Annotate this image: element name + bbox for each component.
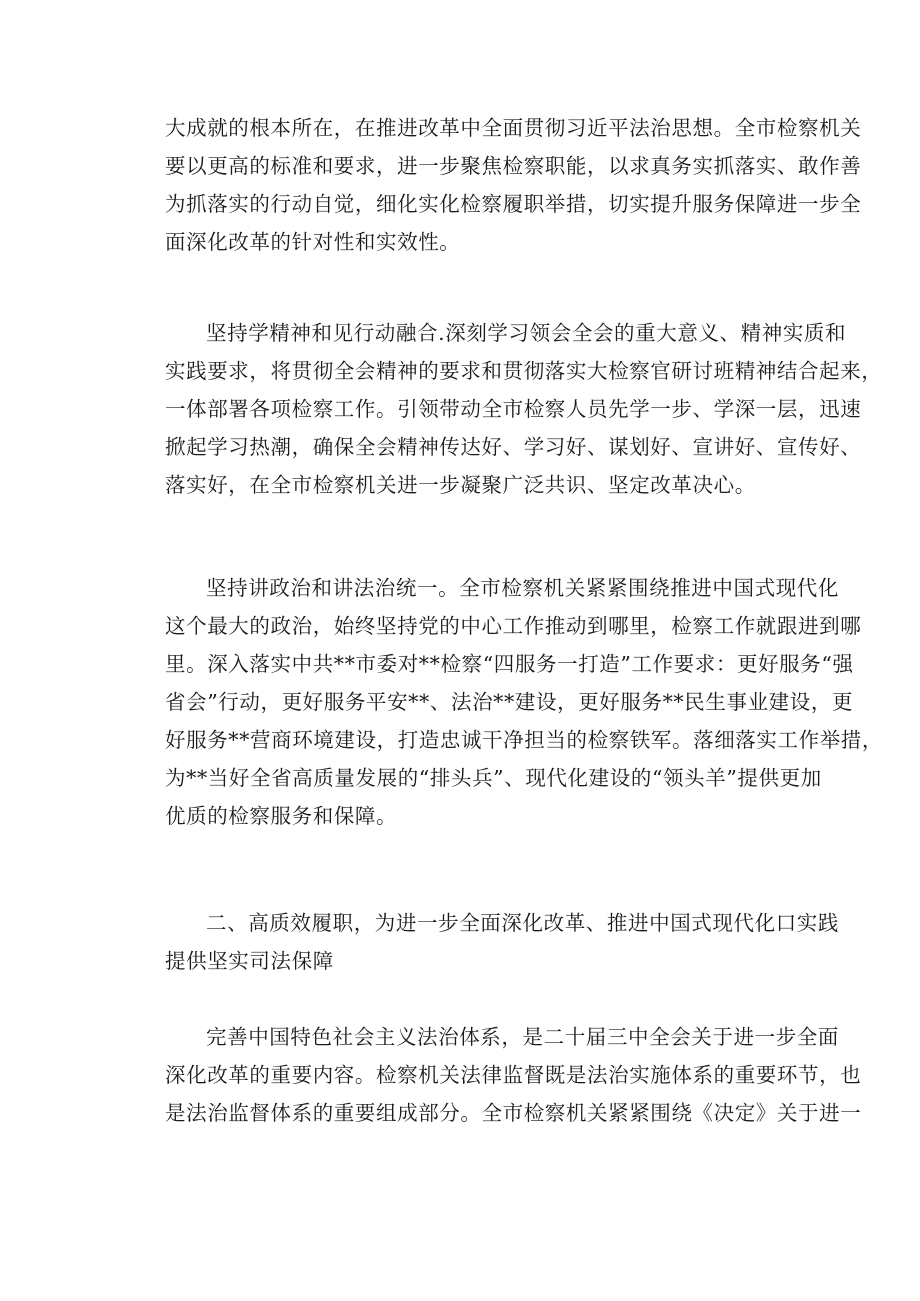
text-line: 面深化改革的针对性和实效性。: [165, 230, 461, 254]
text-line: 坚持讲政治和讲法治统一。全市检察机关紧紧围绕推进中国式现代化: [206, 576, 839, 600]
text-line: 为**当好全省高质量发展的“排头兵”、现代化建设的“领头羊”提供更加: [165, 766, 822, 790]
text-line: 坚持学精神和见行动融合.深刻学习领会全会的重大意义、精神实质和: [206, 321, 847, 345]
paragraph-2: [165, 314, 883, 504]
paragraph-1: [165, 109, 862, 261]
text-line: 是法治监督体系的重要组成部分。全市检察机关紧紧围绕《决定》关于进一: [165, 1101, 862, 1125]
text-line: 这个最大的政治，始终坚持党的中心工作推动到哪里，检察工作就跟进到哪: [165, 614, 862, 638]
text-line: 落实好，在全市检察机关进一步凝聚广泛共识、坚定改革决心。: [165, 473, 756, 497]
text-line: 完善中国特色社会主义法治体系，是二十届三中全会关于进一步全面: [206, 1025, 839, 1049]
paragraph-3: [165, 569, 883, 835]
text-line: 大成就的根本所在，在推进改革中全面贯彻习近平法治思想。全市检察机关: [165, 116, 862, 140]
paragraph-5: [165, 1018, 862, 1132]
text-line: 省会”行动，更好服务平安**、法治**建设，更好服务**民生事业建设，更: [165, 690, 854, 714]
text-line: 深化改革的重要内容。检察机关法律监督既是法治实施体系的重要环节，也: [165, 1063, 862, 1087]
text-line: 为抓落实的行动自觉，细化实化检察履职举措，切实提升服务保障进一步全: [165, 192, 862, 216]
text-line: 一体部署各项检察工作。引领带动全市检察人员先学一步、学深一层，迅速: [165, 397, 862, 421]
text-line: 实践要求，将贯彻全会精神的要求和贯彻落实大检察官研讨班精神结合起来，: [165, 359, 883, 383]
text-line: 里。深入落实中共**市委对**检察“四服务一打造”工作要求：更好服务“强: [165, 652, 854, 676]
section-heading: [165, 904, 839, 980]
text-line: 优质的检察服务和保障。: [165, 804, 398, 828]
text-line: 提供坚实司法保障: [165, 949, 334, 973]
text-line: 二、高质效履职，为进一步全面深化改革、推进中国式现代化口实践: [206, 911, 839, 935]
text-line: 好服务**营商环境建设，打造忠诚干净担当的检察铁军。落细落实工作举措，: [165, 728, 883, 752]
text-line: 要以更高的标准和要求，进一步聚焦检察职能，以求真务实抓落实、敢作善: [165, 154, 862, 178]
text-line: 掀起学习热潮，确保全会精神传达好、学习好、谋划好、宣讲好、宣传好、: [165, 435, 862, 459]
